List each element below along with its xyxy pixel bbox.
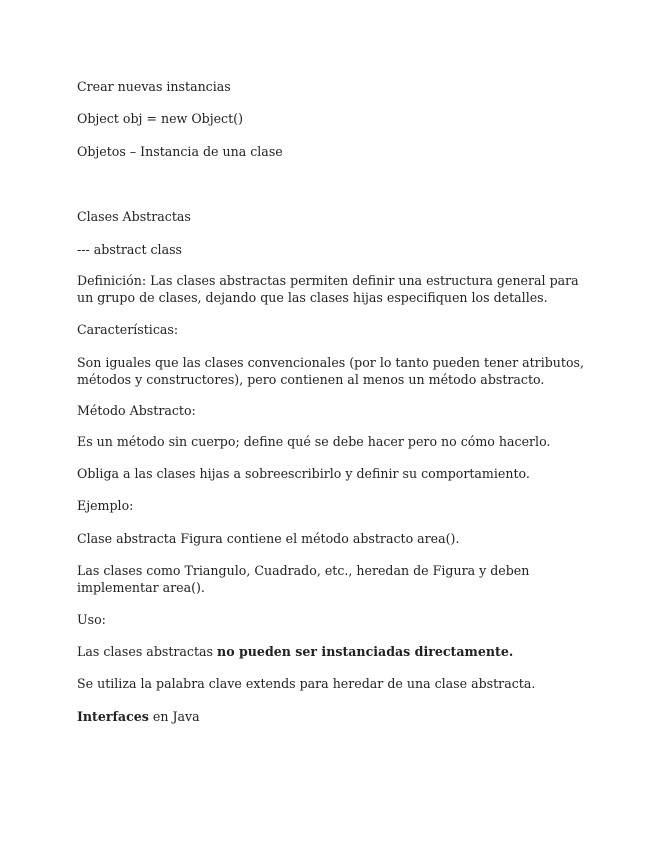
paragraph-obliga: Obliga a las clases hijas a sobreescribirlo y definir su comportamiento. <box>77 466 530 481</box>
paragraph-uso: Uso: <box>77 612 106 627</box>
paragraph-son-iguales: Son iguales que las clases convencionales (por lo tanto pueden tener atributos, métodos y constructores), pero contienen al menos un método abstracto. <box>77 355 585 387</box>
paragraph-caracteristicas: Características: <box>77 322 179 337</box>
paragraph-clase-figura: Clase abstracta Figura contiene el método abstracto area(). <box>77 531 460 546</box>
paragraph-metodo-abstracto: Método Abstracto: <box>77 403 196 418</box>
heading-clases-abstractas: Clases Abstractas <box>77 209 191 224</box>
paragraph-object-code: Object obj = new Object() <box>77 111 244 126</box>
paragraph-metodo-sin-cuerpo: Es un método sin cuerpo; define qué se debe hacer pero no cómo hacerlo. <box>77 434 551 449</box>
text-run: Las clases abstractas <box>77 644 218 659</box>
paragraph-definicion: Definición: Las clases abstractas permiten definir una estructura general para un grupo de clases, dejando que las clases hijas especifiquen los detalles. <box>77 273 579 305</box>
paragraph-abstract-class: --- abstract class <box>77 242 183 257</box>
paragraph-interfaces <box>77 708 587 725</box>
bold-text-run: Interfaces <box>77 709 149 724</box>
bold-text-run: no pueden ser instanciadas directamente. <box>217 644 514 659</box>
text-run: en Java <box>148 709 200 724</box>
paragraph-ejemplo: Ejemplo: <box>77 498 134 513</box>
paragraph-triangulo: Las clases como Triangulo, Cuadrado, etc., heredan de Figura y deben implementar area(). <box>77 563 530 595</box>
paragraph-extends: Se utiliza la palabra clave extends para heredar de una clase abstracta. <box>77 676 536 691</box>
paragraph-no-instanciadas <box>77 643 587 660</box>
paragraph-objetos: Objetos – Instancia de una clase <box>77 144 283 159</box>
paragraph-crear-instancias: Crear nuevas instancias <box>77 79 231 94</box>
